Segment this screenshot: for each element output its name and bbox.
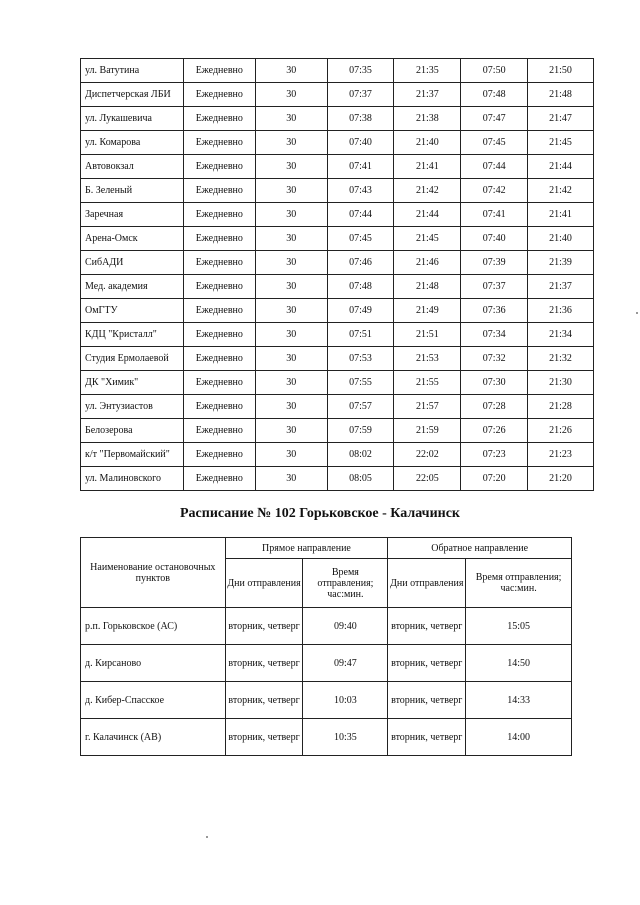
table-cell: 30 (255, 251, 327, 275)
table-cell: вторник, четверг (225, 719, 303, 756)
stop-name-cell: Студия Ермолаевой (81, 347, 184, 371)
table-cell: Ежедневно (183, 347, 255, 371)
table-cell: 07:36 (461, 299, 528, 323)
table-cell: 07:50 (461, 59, 528, 83)
table-cell: 07:46 (327, 251, 394, 275)
table-cell: 21:40 (394, 131, 461, 155)
stop-name-cell: ДК "Химик" (81, 371, 184, 395)
header-forward: Прямое направление (225, 538, 388, 559)
table-cell: вторник, четверг (225, 645, 303, 682)
table-cell: 21:20 (528, 467, 594, 491)
stop-name-cell: ул. Энтузиастов (81, 395, 184, 419)
table-cell: 07:40 (327, 131, 394, 155)
table-cell: 07:42 (461, 179, 528, 203)
stop-name-cell: г. Калачинск (АВ) (81, 719, 226, 756)
table-cell: 22:02 (394, 443, 461, 467)
table-cell: 30 (255, 299, 327, 323)
table-cell: Ежедневно (183, 131, 255, 155)
table-cell: 07:40 (461, 227, 528, 251)
table-cell: 07:30 (461, 371, 528, 395)
table-cell: 08:02 (327, 443, 394, 467)
table-cell: Ежедневно (183, 107, 255, 131)
table-cell: 21:37 (394, 83, 461, 107)
table-cell: 21:50 (528, 59, 594, 83)
table-cell: вторник, четверг (388, 682, 466, 719)
table-cell: 30 (255, 443, 327, 467)
table-cell: 09:47 (303, 645, 388, 682)
table-cell: 21:44 (528, 155, 594, 179)
table-row (81, 59, 594, 83)
stop-name-cell: Автовокзал (81, 155, 184, 179)
table-cell: Ежедневно (183, 203, 255, 227)
table-cell: 21:46 (394, 251, 461, 275)
table-cell: 30 (255, 323, 327, 347)
table-cell: 07:41 (327, 155, 394, 179)
scan-speck (206, 836, 208, 838)
table-row (81, 608, 572, 645)
table-cell: вторник, четверг (388, 719, 466, 756)
header-backward: Обратное направление (388, 538, 572, 559)
table-row (81, 467, 594, 491)
header-time-backward: Время отправления; час:мин. (466, 559, 572, 608)
table-cell: 07:48 (461, 83, 528, 107)
table-row (81, 395, 594, 419)
stop-name-cell: д. Кирсаново (81, 645, 226, 682)
table-cell: 21:45 (528, 131, 594, 155)
stop-name-cell: к/т "Первомайский" (81, 443, 184, 467)
table-row (81, 203, 594, 227)
table-cell: 07:59 (327, 419, 394, 443)
table-cell: Ежедневно (183, 395, 255, 419)
table-row (81, 227, 594, 251)
schedule-102-title: Расписание № 102 Горьковское - Калачинск (180, 506, 460, 521)
stop-name-cell: р.п. Горьковское (АС) (81, 608, 226, 645)
table-cell: 21:57 (394, 395, 461, 419)
stop-name-cell: ул. Ватутина (81, 59, 184, 83)
table-cell: 21:55 (394, 371, 461, 395)
stop-name-cell: Мед. академия (81, 275, 184, 299)
header-days-forward: Дни отправления (225, 559, 303, 608)
table-row (81, 347, 594, 371)
route-schedule-table (80, 58, 594, 491)
table-cell: Ежедневно (183, 323, 255, 347)
table-cell: 14:33 (466, 682, 572, 719)
table-cell: Ежедневно (183, 371, 255, 395)
table-cell: 21:40 (528, 227, 594, 251)
table-cell: вторник, четверг (225, 682, 303, 719)
header-time-forward: Время отправления; час:мин. (303, 559, 388, 608)
table-cell: 07:49 (327, 299, 394, 323)
table-cell: 07:39 (461, 251, 528, 275)
table-cell: 07:45 (327, 227, 394, 251)
header-days-backward: Дни отправления (388, 559, 466, 608)
table-cell: 30 (255, 227, 327, 251)
table-cell: Ежедневно (183, 59, 255, 83)
table-cell: 07:35 (327, 59, 394, 83)
table-cell: 07:53 (327, 347, 394, 371)
stop-name-cell: ул. Комарова (81, 131, 184, 155)
table-row (81, 83, 594, 107)
table-cell: Ежедневно (183, 467, 255, 491)
stop-name-cell: Диспетчерская ЛБИ (81, 83, 184, 107)
table-cell: 30 (255, 155, 327, 179)
stop-name-cell: ОмГТУ (81, 299, 184, 323)
table-cell: Ежедневно (183, 443, 255, 467)
table-cell: Ежедневно (183, 179, 255, 203)
table-cell: 21:28 (528, 395, 594, 419)
table-cell: 30 (255, 59, 327, 83)
table-row (81, 131, 594, 155)
table-cell: 21:42 (394, 179, 461, 203)
table-cell: 21:51 (394, 323, 461, 347)
table-cell: Ежедневно (183, 299, 255, 323)
table-row (81, 251, 594, 275)
table-cell: 21:37 (528, 275, 594, 299)
table-cell: 30 (255, 131, 327, 155)
table-cell: 15:05 (466, 608, 572, 645)
table-cell: 07:37 (327, 83, 394, 107)
table-cell: 30 (255, 83, 327, 107)
table-cell: 14:50 (466, 645, 572, 682)
table-cell: 07:48 (327, 275, 394, 299)
stop-name-cell: Арена-Омск (81, 227, 184, 251)
table-row (81, 179, 594, 203)
table-row (81, 682, 572, 719)
table-cell: 30 (255, 467, 327, 491)
table-cell: 21:41 (394, 155, 461, 179)
table-cell: 10:03 (303, 682, 388, 719)
table-cell: 21:48 (528, 83, 594, 107)
table-cell: 21:41 (528, 203, 594, 227)
table-cell: 10:35 (303, 719, 388, 756)
table-cell: 21:23 (528, 443, 594, 467)
table-cell: 21:48 (394, 275, 461, 299)
table-cell: 14:00 (466, 719, 572, 756)
table-cell: 21:32 (528, 347, 594, 371)
table-cell: Ежедневно (183, 83, 255, 107)
table-cell: 07:44 (461, 155, 528, 179)
table-cell: 07:37 (461, 275, 528, 299)
stop-name-cell: СибАДИ (81, 251, 184, 275)
table-cell: 07:32 (461, 347, 528, 371)
stop-name-cell: д. Кибер-Спасское (81, 682, 226, 719)
table-row (81, 719, 572, 756)
table-cell: 07:20 (461, 467, 528, 491)
table-cell: 09:40 (303, 608, 388, 645)
table-cell: 21:30 (528, 371, 594, 395)
table-cell: 07:41 (461, 203, 528, 227)
table-cell: 21:44 (394, 203, 461, 227)
table-cell: 07:43 (327, 179, 394, 203)
table-cell: Ежедневно (183, 155, 255, 179)
table-cell: 07:26 (461, 419, 528, 443)
schedule-102-table (80, 537, 572, 756)
table-cell: 21:26 (528, 419, 594, 443)
stop-name-cell: КДЦ "Кристалл" (81, 323, 184, 347)
table-row (81, 443, 594, 467)
table-cell: Ежедневно (183, 419, 255, 443)
table-row (81, 419, 594, 443)
table-cell: вторник, четверг (388, 608, 466, 645)
header-stops: Наименование остановочных пунктов (81, 538, 226, 608)
table-cell: 07:28 (461, 395, 528, 419)
table-cell: 07:45 (461, 131, 528, 155)
table-cell: 07:38 (327, 107, 394, 131)
table-cell: 21:59 (394, 419, 461, 443)
table-cell: 21:47 (528, 107, 594, 131)
table-cell: 30 (255, 179, 327, 203)
scan-speck (636, 312, 638, 314)
table-row (81, 299, 594, 323)
table-cell: 21:39 (528, 251, 594, 275)
table-cell: 07:57 (327, 395, 394, 419)
stop-name-cell: ул. Малиновского (81, 467, 184, 491)
table-row (81, 155, 594, 179)
table-cell: Ежедневно (183, 227, 255, 251)
table-cell: 30 (255, 347, 327, 371)
table-cell: 07:23 (461, 443, 528, 467)
table-row (81, 275, 594, 299)
table-cell: 22:05 (394, 467, 461, 491)
table-cell: 07:44 (327, 203, 394, 227)
table-cell: 21:53 (394, 347, 461, 371)
table-cell: 30 (255, 395, 327, 419)
table-cell: Ежедневно (183, 251, 255, 275)
table-cell: 30 (255, 275, 327, 299)
table-cell: Ежедневно (183, 275, 255, 299)
stop-name-cell: Заречная (81, 203, 184, 227)
table-cell: 30 (255, 203, 327, 227)
table-cell: 07:47 (461, 107, 528, 131)
table-row (81, 371, 594, 395)
table-row (81, 645, 572, 682)
table-cell: 21:38 (394, 107, 461, 131)
table-cell: 30 (255, 107, 327, 131)
table-cell: 21:45 (394, 227, 461, 251)
table-row (81, 323, 594, 347)
table-cell: 21:35 (394, 59, 461, 83)
table-cell: 08:05 (327, 467, 394, 491)
table-cell: вторник, четверг (388, 645, 466, 682)
stop-name-cell: Б. Зеленый (81, 179, 184, 203)
table-cell: 21:36 (528, 299, 594, 323)
stop-name-cell: ул. Лукашевича (81, 107, 184, 131)
table-cell: вторник, четверг (225, 608, 303, 645)
table-cell: 21:34 (528, 323, 594, 347)
table-cell: 21:42 (528, 179, 594, 203)
table-cell: 21:49 (394, 299, 461, 323)
table-cell: 07:55 (327, 371, 394, 395)
table-cell: 30 (255, 419, 327, 443)
table-row (81, 107, 594, 131)
stop-name-cell: Белозерова (81, 419, 184, 443)
table-cell: 07:51 (327, 323, 394, 347)
table-cell: 30 (255, 371, 327, 395)
table-cell: 07:34 (461, 323, 528, 347)
